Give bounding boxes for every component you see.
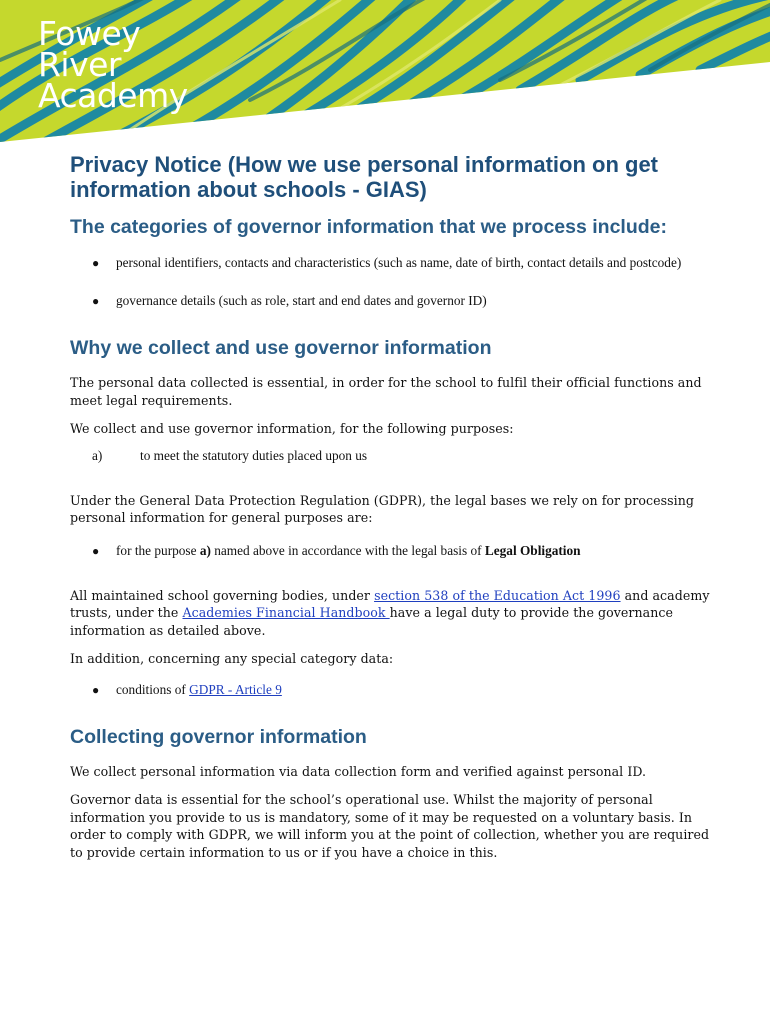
financial-handbook-link[interactable]: Academies Financial Handbook — [182, 605, 390, 620]
paragraph: We collect and use governor information, for the following purposes: — [70, 421, 514, 436]
paragraph: We collect personal information via data collection form and verified against personal ID. — [70, 763, 647, 779]
list-item-text: governance details (such as role, start and end dates and governor ID) — [116, 293, 487, 308]
list-item — [70, 680, 710, 700]
document-body — [70, 150, 710, 861]
paragraph: Under the General Data Protection Regulation (GDPR), the legal bases we rely on for processing personal information for general purposes are: — [70, 492, 694, 525]
education-act-link[interactable]: section 538 of the Education Act 1996 — [374, 587, 621, 603]
section-heading-why: Why we collect and use governor information — [70, 337, 492, 359]
logo-line: Academy — [38, 76, 188, 115]
text-segment: and academy trusts, under the — [70, 587, 710, 620]
section-heading-collecting: Collecting governor information — [70, 725, 367, 748]
bullet-icon: ● — [92, 256, 100, 270]
list-item — [70, 253, 710, 273]
list-item — [70, 291, 710, 311]
list-item-text: personal identifiers, contacts and characteristics (such as name, date of birth, contact details and postcode) — [116, 255, 682, 270]
list-item-text-pre: for the purpose — [116, 542, 200, 558]
paragraph: In addition, concerning any special category data: — [70, 651, 394, 666]
category-list — [70, 253, 710, 311]
list-item-text-mid: named above in accordance with the legal basis of — [210, 542, 485, 558]
legal-basis-list — [70, 541, 710, 561]
bullet-icon: ● — [92, 682, 100, 697]
purpose-item — [70, 446, 710, 466]
list-item-text: conditions of — [116, 681, 190, 697]
gdpr-article9-link[interactable]: GDPR - Article 9 — [189, 681, 282, 697]
purpose-ref: a) — [199, 542, 211, 558]
purpose-text: to meet the statutory duties placed upon us — [140, 447, 368, 463]
list-item — [70, 541, 710, 561]
academy-logo — [38, 14, 228, 115]
section-heading-categories: The categories of governor information that we process include: — [70, 216, 668, 238]
legal-basis: Legal Obligation — [484, 542, 581, 558]
paragraph: The personal data collected is essential, in order for the school to fulfil their official functions and meet legal requirements. — [70, 375, 702, 408]
bullet-icon: ● — [92, 294, 100, 308]
logo-line: Fowey — [38, 14, 141, 53]
text-segment: All maintained school governing bodies, under — [70, 587, 375, 603]
bullet-icon: ● — [92, 543, 100, 558]
paragraph — [70, 587, 710, 640]
paragraph: Governor data is essential for the school’s operational use. Whilst the majority of personal information you provide to us is mandatory, some of it may be requested on a voluntary basis. In order to comply with GDPR, we will inform you at the point of collection, whether you are required to provide certain information to us or if you have a choice in this. — [70, 792, 710, 860]
purpose-letter: a) — [92, 447, 103, 463]
page-title: Privacy Notice (How we use personal information on get information about schools - GIAS) — [70, 152, 659, 202]
special-category-list — [70, 680, 710, 700]
logo-line: River — [38, 45, 121, 84]
text-segment: have a legal duty to provide the governance information as detailed above. — [70, 605, 673, 638]
header-banner — [0, 0, 770, 150]
